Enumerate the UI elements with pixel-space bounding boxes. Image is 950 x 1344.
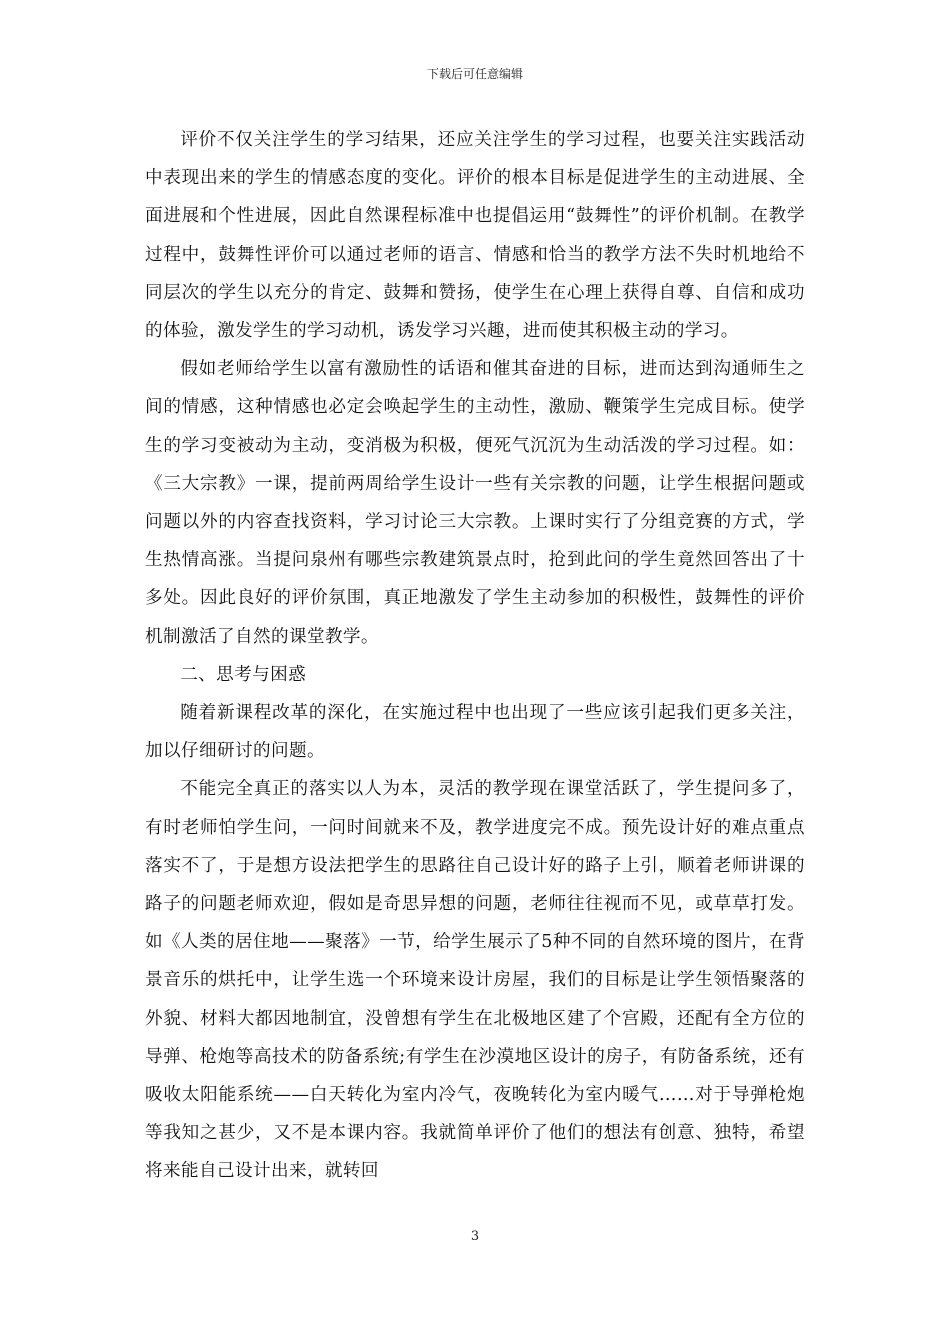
paragraph-reform-issues: 随着新课程改革的深化，在实施过程中也出现了一些应该引起我们更多关注，加以仔细研讨的问题。: [145, 703, 805, 762]
page-header: 下载后可任意编辑: [426, 67, 523, 81]
paragraph-student-centered: 不能完全真正的落实以人为本，灵活的教学现在课堂活跃了，学生提问多了，有时老师怕学生问，一问时间就来不及，教学进度完不成。预先设计好的难点重点落实不了，于是想方设法把学生的思路往自己设计好的路子上引，顺着老师讲课的路子的问题老师欢迎，假如是奇思异想的问题，老师往往视而不见，或草草打发。如《人类的居住地——聚落》一节，给学生展示了5种不同的自然环境的图片，在背景音乐的烘托中，让学生选一个环境来设计房屋，我们的目标是让学生领悟聚落的外貌、材料大都因地制宜，没曾想有学生在北极地区建了个宫殿，还配有全方位的导弹、枪炮等高技术的防备系统;有学生在沙漠地区设计的房子，有防备系统，还有吸收太阳能系统——白天转化为室内冷气，夜晚转化为室内暖气……对于导弹枪炮等我知之甚少，又不是本课内容。我就简单评价了他们的想法有创意、独特，希望将来能自己设计出来，就转回: [145, 779, 805, 1182]
document-body: [145, 121, 805, 1191]
page-number: 3: [470, 1229, 480, 1244]
paragraph-evaluation: 评价不仅关注学生的学习结果，还应关注学生的学习过程，也要关注实践活动中表现出来的学生的情感态度的变化。评价的根本目标是促进学生的主动进展、全面进展和个性进展，因此自然课程标准中也提倡运用“鼓舞性”的评价机制。在教学过程中，鼓舞性评价可以通过老师的语言、情感和恰当的教学方法不失时机地给不同层次的学生以充分的肯定、鼓舞和赞扬，使学生在心理上获得自尊、自信和成功的体验，激发学生的学习动机，诱发学习兴趣，进而使其积极主动的学习。: [145, 130, 805, 342]
section-heading: 二、思考与困惑: [180, 664, 307, 685]
paragraph-encouragement-example: 假如老师给学生以富有激励性的话语和催其奋进的目标，进而达到沟通师生之间的情感，这种情感也必定会唤起学生的主动性，激励、鞭策学生完成目标。使学生的学习变被动为主动，变消极为积极，便死气沉沉为生动活泼的学习过程。如：《三大宗教》一课，提前两周给学生设计一些有关宗教的问题，让学生根据问题或问题以外的内容查找资料，学习讨论三大宗教。上课时实行了分组竞赛的方式，学生热情高涨。当提问泉州有哪些宗教建筑景点时，抢到此问的学生竟然回答出了十多处。因此良好的评价氛围，真正地激发了学生主动参加的积极性，鼓舞性的评价机制激活了自然的课堂教学。: [145, 359, 805, 647]
